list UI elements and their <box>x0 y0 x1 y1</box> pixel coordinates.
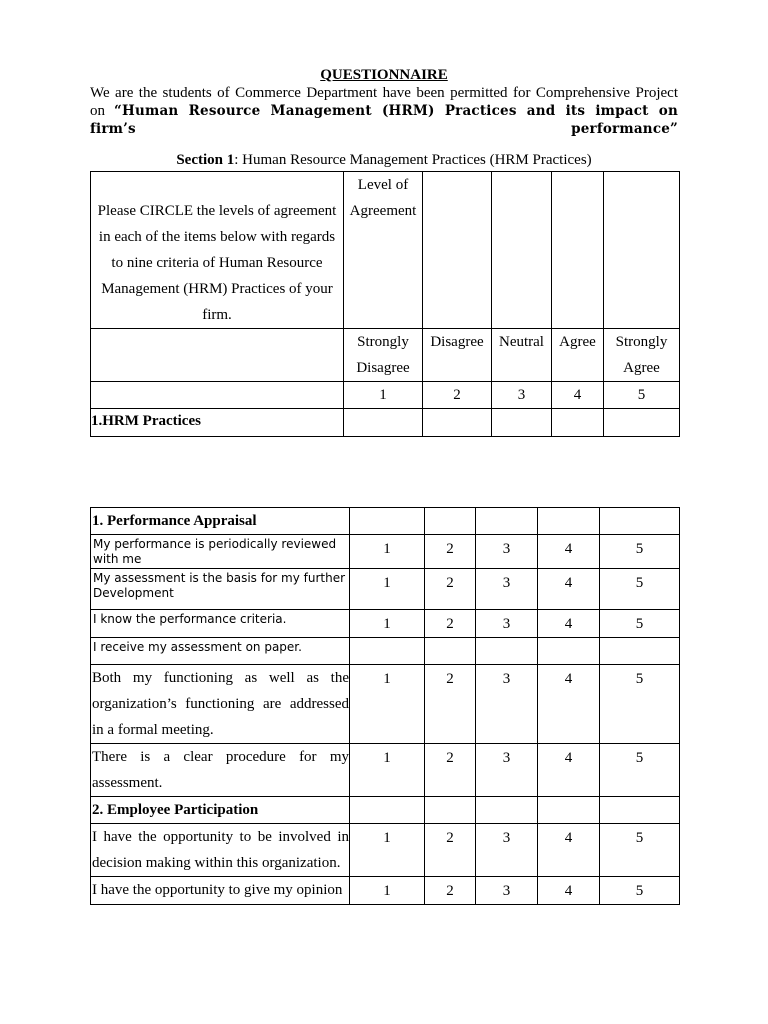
intro-on: on <box>90 103 105 119</box>
question-row <box>91 610 680 638</box>
empty-cell <box>538 508 600 535</box>
scale-label: Strongly Agree <box>604 329 680 382</box>
scale-numbers-row <box>91 382 680 409</box>
empty-cell <box>476 508 538 535</box>
empty-header-cell <box>604 172 680 329</box>
scale-number: 3 <box>492 382 552 409</box>
question-row <box>91 877 680 905</box>
rating-option-4[interactable]: 4 <box>538 665 600 744</box>
scale-labels-row <box>91 329 680 382</box>
rating-option-2[interactable]: 2 <box>425 610 476 638</box>
empty-header-cell <box>552 172 604 329</box>
scale-label: Disagree <box>423 329 492 382</box>
empty-cell <box>538 797 600 824</box>
empty-cell <box>476 797 538 824</box>
questionnaire-title: QUESTIONNAIRE <box>320 67 448 83</box>
empty-cell <box>91 329 344 382</box>
rating-option-2[interactable]: 2 <box>425 824 476 877</box>
rating-option-2[interactable]: 2 <box>425 744 476 797</box>
rating-option-3[interactable]: 3 <box>476 665 538 744</box>
level-of-agreement-header: Level of Agreement <box>344 172 423 329</box>
question-text: I have the opportunity to give my opinion <box>91 877 350 905</box>
section-description: : Human Resource Management Practices (HRM Practices) <box>234 152 592 168</box>
scale-number: 2 <box>423 382 492 409</box>
rating-option-3[interactable]: 3 <box>476 610 538 638</box>
rating-option-3[interactable]: 3 <box>476 569 538 610</box>
scale-label: Neutral <box>492 329 552 382</box>
empty-header-cell <box>492 172 552 329</box>
rating-option-4[interactable]: 4 <box>538 535 600 569</box>
category-row <box>91 409 680 437</box>
rating-option-5[interactable]: 5 <box>600 535 680 569</box>
rating-option-4[interactable]: 4 <box>538 610 600 638</box>
empty-cell <box>600 797 680 824</box>
empty-cell <box>600 508 680 535</box>
rating-option-2[interactable]: 2 <box>425 535 476 569</box>
rating-option-2 <box>425 638 476 665</box>
hrm-items-table <box>90 507 680 905</box>
rating-option-1[interactable]: 1 <box>350 877 425 905</box>
rating-option-1[interactable]: 1 <box>350 610 425 638</box>
scale-number: 1 <box>344 382 423 409</box>
question-row <box>91 535 680 569</box>
empty-cell <box>492 409 552 437</box>
empty-cell <box>604 409 680 437</box>
rating-option-5[interactable]: 5 <box>600 665 680 744</box>
rating-option-5[interactable]: 5 <box>600 824 680 877</box>
section-heading: 2. Employee Participation <box>91 797 350 824</box>
rating-option-5[interactable]: 5 <box>600 744 680 797</box>
rating-option-4[interactable]: 4 <box>538 744 600 797</box>
empty-cell <box>423 409 492 437</box>
rating-option-5[interactable]: 5 <box>600 569 680 610</box>
rating-option-3[interactable]: 3 <box>476 824 538 877</box>
rating-option-3 <box>476 638 538 665</box>
rating-option-1[interactable]: 1 <box>350 569 425 610</box>
question-text: I have the opportunity to be involved in decision making within this organization. <box>91 824 350 877</box>
question-text: I know the performance criteria. <box>91 610 350 638</box>
scale-label: Strongly Disagree <box>344 329 423 382</box>
category-heading: 1.HRM Practices <box>91 409 344 437</box>
question-row <box>91 824 680 877</box>
rating-option-4[interactable]: 4 <box>538 824 600 877</box>
question-row <box>91 665 680 744</box>
rating-option-4[interactable]: 4 <box>538 569 600 610</box>
rating-option-1[interactable]: 1 <box>350 824 425 877</box>
rating-option-5[interactable]: 5 <box>600 877 680 905</box>
rating-option-3[interactable]: 3 <box>476 535 538 569</box>
empty-cell <box>425 797 476 824</box>
rating-option-2[interactable]: 2 <box>425 569 476 610</box>
intro-line-1: We are the students of Commerce Department have been permitted for Comprehensive Project <box>90 85 678 101</box>
project-title: “Human Resource Management (HRM) Practices and its impact on firm’s performance” <box>90 103 679 137</box>
question-text: I receive my assessment on paper. <box>91 638 350 665</box>
agreement-scale-table <box>90 171 680 437</box>
rating-option-5 <box>600 638 680 665</box>
scale-number: 4 <box>552 382 604 409</box>
rating-option-3[interactable]: 3 <box>476 877 538 905</box>
rating-option-1[interactable]: 1 <box>350 744 425 797</box>
empty-header-cell <box>423 172 492 329</box>
section-heading <box>0 152 768 169</box>
rating-option-4 <box>538 638 600 665</box>
instruction-cell: Please CIRCLE the levels of agreement in each of the items below with regards to nine criteria of Human Resource Management (HRM) Practices of your firm. <box>91 172 344 329</box>
scale-number: 5 <box>604 382 680 409</box>
rating-option-1 <box>350 638 425 665</box>
empty-cell <box>91 382 344 409</box>
empty-cell <box>344 409 423 437</box>
question-row <box>91 744 680 797</box>
section-heading-row <box>91 797 680 824</box>
empty-cell <box>350 797 425 824</box>
question-text: My assessment is the basis for my further Development <box>91 569 350 610</box>
empty-cell <box>552 409 604 437</box>
rating-option-5[interactable]: 5 <box>600 610 680 638</box>
rating-option-2[interactable]: 2 <box>425 877 476 905</box>
intro-line-2 <box>90 102 678 138</box>
rating-option-4[interactable]: 4 <box>538 877 600 905</box>
scale-label: Agree <box>552 329 604 382</box>
question-text: My performance is periodically reviewed with me <box>91 535 350 569</box>
rating-option-1[interactable]: 1 <box>350 535 425 569</box>
rating-option-1[interactable]: 1 <box>350 665 425 744</box>
section-heading: 1. Performance Appraisal <box>91 508 350 535</box>
rating-option-2[interactable]: 2 <box>425 665 476 744</box>
empty-cell <box>350 508 425 535</box>
question-row <box>91 569 680 610</box>
rating-option-3[interactable]: 3 <box>476 744 538 797</box>
section-label: Section 1 <box>176 152 235 168</box>
question-text: Both my functioning as well as the organization’s functioning are addressed in a formal meeting. <box>91 665 350 744</box>
question-row <box>91 638 680 665</box>
question-text: There is a clear procedure for my assessment. <box>91 744 350 797</box>
intro-paragraph <box>90 84 678 138</box>
empty-cell <box>425 508 476 535</box>
section-heading-row <box>91 508 680 535</box>
